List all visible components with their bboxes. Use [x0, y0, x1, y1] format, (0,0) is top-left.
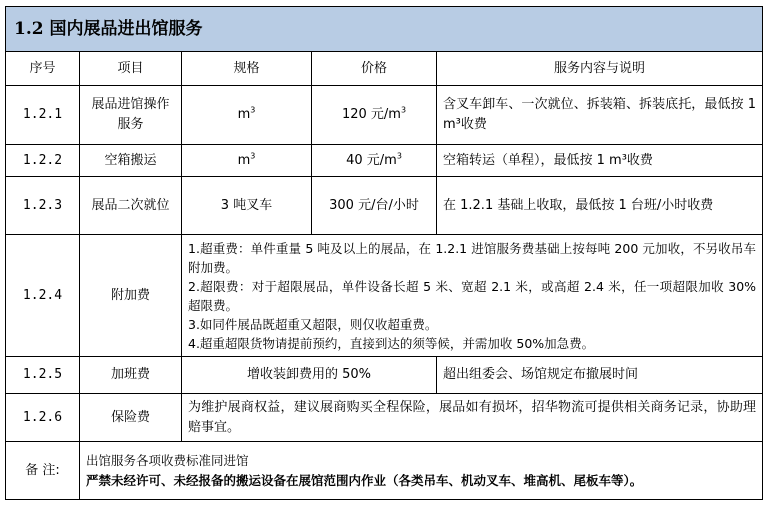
section-title: 1.2 国内展品进出馆服务 — [6, 7, 763, 52]
row-desc: 含叉车卸车、一次就位、拆装箱、拆装底托，最低按 1 m³收费 — [437, 86, 763, 145]
service-table — [5, 6, 763, 500]
row-spec — [182, 145, 312, 177]
row-item: 加班费 — [80, 357, 182, 394]
row-desc: 空箱转运（单程），最低按 1 m³收费 — [437, 145, 763, 177]
surcharge-line: 3.如同件展品既超重又超限，则仅收超重费。 — [188, 316, 438, 332]
surcharge-line: 2.超限费：对于超限展品，单件设备长超 5 米、宽超 2.1 米，或高超 2.4 米，任一项超限加收 30% 超限费。 — [188, 278, 757, 313]
row-no: 1.2.4 — [6, 235, 80, 357]
table-row — [6, 394, 763, 442]
surcharge-line: 4.超重超限货物请提前预约，直接到达的须等候，并需加收 50%加急费。 — [188, 335, 595, 351]
spec-sup: 3 — [250, 105, 256, 115]
header-no: 序号 — [6, 52, 80, 86]
note-label: 备 注: — [6, 442, 80, 500]
surcharge-line: 1.超重费：单件重量 5 吨及以上的展品，在 1.2.1 进馆服务费基础上按每吨 200 元加收，不另收吊车附加费。 — [188, 240, 757, 275]
table-row — [6, 235, 763, 357]
row-item: 保险费 — [80, 394, 182, 442]
row-price — [312, 86, 437, 145]
row-spec: 增收装卸费用的 50% — [182, 357, 437, 394]
table-row — [6, 86, 763, 145]
header-price: 价格 — [312, 52, 437, 86]
table-row — [6, 145, 763, 177]
spec-unit: m — [237, 107, 251, 122]
row-desc: 为维护展商权益，建议展商购买全程保险，展品如有损坏，招华物流可提供相关商务记录，协助理赔事宜。 — [182, 394, 763, 442]
header-desc: 服务内容与说明 — [437, 52, 763, 86]
price-sup: 3 — [400, 105, 407, 115]
price-text: 120 元/m — [341, 107, 401, 122]
row-price — [312, 145, 437, 177]
row-spec — [182, 86, 312, 145]
row-price: 300 元/台/小时 — [312, 177, 437, 235]
note-row — [6, 442, 763, 500]
header-item: 项目 — [80, 52, 182, 86]
header-row — [6, 52, 763, 86]
row-spec: 3 吨叉车 — [182, 177, 312, 235]
row-no: 1.2.2 — [6, 145, 80, 177]
note-line: 出馆服务各项收费标准同进馆 — [86, 452, 249, 468]
note-warning: 严禁未经许可、未经报备的搬运设备在展馆范围内作业（各类吊车、机动叉车、堆高机、尾板车等）。 — [86, 472, 643, 488]
row-item: 附加费 — [80, 235, 182, 357]
price-sup: 3 — [396, 151, 402, 161]
row-item: 展品二次就位 — [80, 177, 182, 235]
header-spec: 规格 — [182, 52, 312, 86]
table-row — [6, 357, 763, 394]
spec-sup: 3 — [250, 151, 256, 161]
row-no: 1.2.6 — [6, 394, 80, 442]
row-item: 展品进馆操作服务 — [80, 86, 182, 145]
row-no: 1.2.1 — [6, 86, 80, 145]
table-row — [6, 177, 763, 235]
note-content — [80, 442, 763, 500]
row-no: 1.2.3 — [6, 177, 80, 235]
row-item: 空箱搬运 — [80, 145, 182, 177]
row-desc: 在 1.2.1 基础上收取，最低按 1 台班/小时收费 — [437, 177, 763, 235]
row-desc: 超出组委会、场馆规定布撤展时间 — [437, 357, 763, 394]
price-text: 40 元/m — [346, 152, 397, 168]
surcharge-details — [182, 235, 763, 357]
title-row — [6, 7, 763, 52]
row-no: 1.2.5 — [6, 357, 80, 394]
spec-unit: m — [237, 152, 251, 168]
